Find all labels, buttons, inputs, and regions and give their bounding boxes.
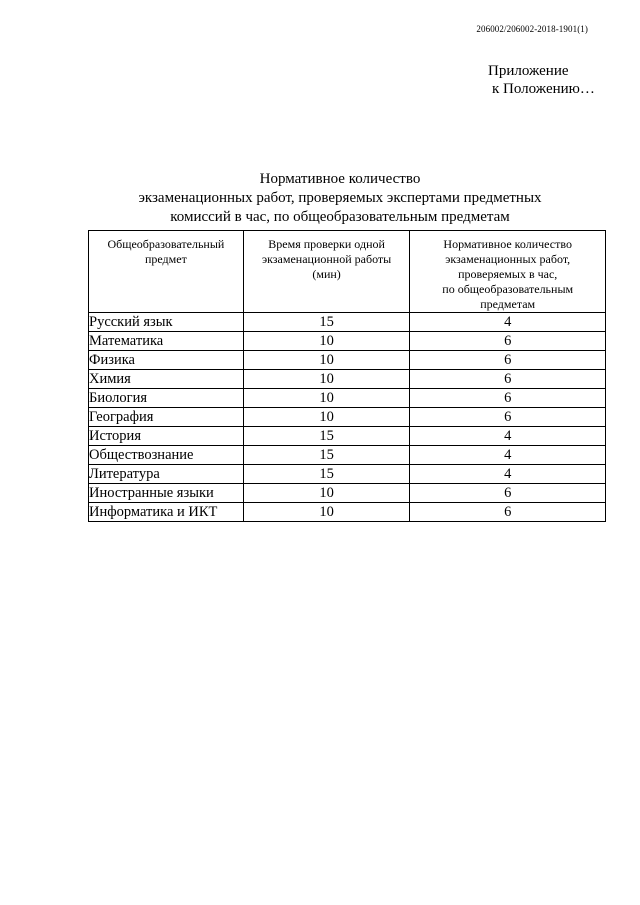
table-row: [89, 427, 606, 446]
table-row: [89, 465, 606, 484]
title-line-3: комиссий в час, по общеобразовательным предметам: [170, 209, 510, 225]
header-subject-line: Общеобразовательный: [107, 237, 225, 251]
appendix-line-1: Приложение: [488, 63, 569, 79]
norms-table: [88, 230, 606, 522]
time-cell: 10: [243, 332, 410, 351]
header-time-line: (мин): [312, 267, 341, 281]
subject-cell: Иностранные языки: [89, 484, 244, 503]
time-cell: 10: [243, 370, 410, 389]
norm-cell: 4: [410, 427, 606, 446]
title-line-2: экзаменационных работ, проверяемых экспертами предметных: [138, 190, 542, 206]
header-norm-line: предметам: [480, 297, 536, 311]
norm-cell: 4: [410, 446, 606, 465]
subject-cell: Химия: [89, 370, 244, 389]
header-norm-line: Нормативное количество: [443, 237, 572, 251]
norm-cell: 4: [410, 313, 606, 332]
table-row: [89, 332, 606, 351]
header-time: [243, 231, 410, 313]
norm-cell: 6: [410, 389, 606, 408]
subject-cell: Физика: [89, 351, 244, 370]
norm-cell: 6: [410, 332, 606, 351]
norm-cell: 6: [410, 370, 606, 389]
subject-cell: Информатика и ИКТ: [89, 503, 244, 522]
document-id: 206002/206002-2018-1901(1): [476, 24, 588, 34]
subject-cell: География: [89, 408, 244, 427]
table-row: [89, 484, 606, 503]
header-norm-line: по общеобразовательным: [442, 282, 574, 296]
subject-cell: Математика: [89, 332, 244, 351]
time-cell: 10: [243, 408, 410, 427]
appendix-label: [488, 62, 595, 98]
table-row: [89, 446, 606, 465]
header-norm-line: экзаменационных работ,: [445, 252, 571, 266]
appendix-line-2: к Положению…: [492, 81, 595, 97]
norm-cell: 6: [410, 503, 606, 522]
table-row: [89, 503, 606, 522]
header-subject: [89, 231, 244, 313]
time-cell: 15: [243, 465, 410, 484]
norm-cell: 6: [410, 484, 606, 503]
time-cell: 10: [243, 389, 410, 408]
subject-cell: Биология: [89, 389, 244, 408]
norm-cell: 4: [410, 465, 606, 484]
time-cell: 10: [243, 351, 410, 370]
header-time-line: экзаменационной работы: [261, 252, 392, 266]
title-line-1: Нормативное количество: [259, 171, 421, 187]
time-cell: 15: [243, 446, 410, 465]
header-time-line: Время проверки одной: [268, 237, 385, 251]
document-title: [100, 170, 580, 227]
table-row: [89, 370, 606, 389]
time-cell: 15: [243, 427, 410, 446]
subject-cell: Русский язык: [89, 313, 244, 332]
table-row: [89, 389, 606, 408]
table-row: [89, 408, 606, 427]
header-subject-line: предмет: [144, 252, 187, 266]
table-row: [89, 351, 606, 370]
table-row: [89, 313, 606, 332]
time-cell: 15: [243, 313, 410, 332]
subject-cell: Обществознание: [89, 446, 244, 465]
time-cell: 10: [243, 484, 410, 503]
header-norm-line: проверяемых в час,: [458, 267, 558, 281]
norm-cell: 6: [410, 351, 606, 370]
norm-cell: 6: [410, 408, 606, 427]
table-header-row: [89, 231, 606, 313]
subject-cell: Литература: [89, 465, 244, 484]
subject-cell: История: [89, 427, 244, 446]
time-cell: 10: [243, 503, 410, 522]
header-norm: [410, 231, 606, 313]
